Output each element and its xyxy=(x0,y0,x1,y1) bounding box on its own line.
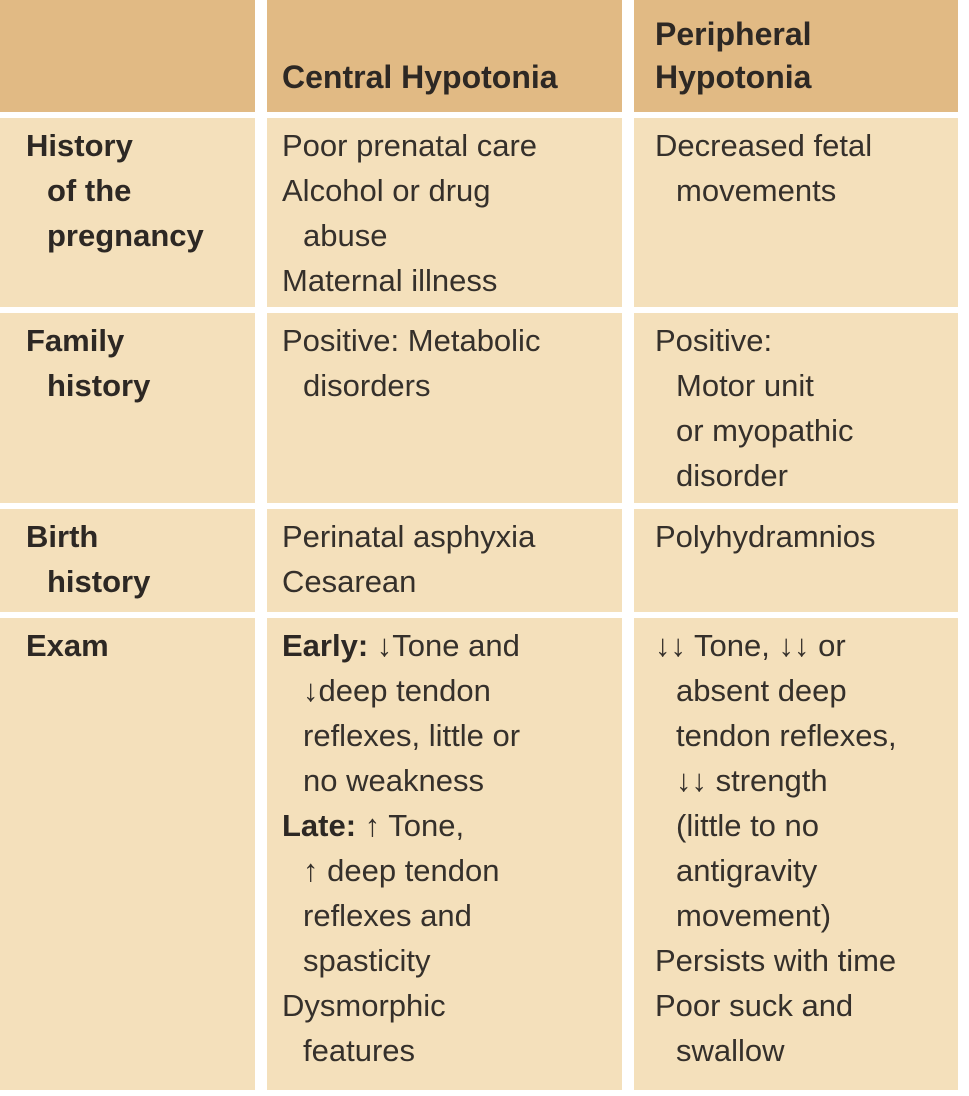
label-line: Birth xyxy=(26,519,99,554)
cell-line xyxy=(655,514,954,559)
cell-peripheral-exam xyxy=(634,618,958,1090)
header-cell-central xyxy=(267,0,622,112)
cell-text: Dysmorphic xyxy=(282,988,446,1023)
row-label-family-history xyxy=(0,313,255,503)
cell-text: or myopathic xyxy=(676,413,854,448)
cell-line xyxy=(282,213,616,258)
row-label-exam xyxy=(0,618,255,1090)
header-cell-peripheral xyxy=(634,0,958,112)
cell-text: reflexes, little or xyxy=(303,718,521,753)
cell-line xyxy=(655,123,954,168)
label-line: Family xyxy=(26,323,125,358)
cell-text: reflexes and xyxy=(303,898,472,933)
early-label: Early: xyxy=(282,628,369,663)
cell-text: Decreased fetal xyxy=(655,128,873,163)
cell-line xyxy=(282,668,616,713)
cell-text: ↓Tone and xyxy=(368,628,520,663)
label-line: History xyxy=(26,128,133,163)
cell-line xyxy=(655,168,954,213)
cell-text: movements xyxy=(676,173,837,208)
cell-text: disorder xyxy=(676,458,788,493)
cell-line xyxy=(655,713,954,758)
cell-line xyxy=(282,938,616,983)
cell-text: ↓deep tendon xyxy=(303,673,491,708)
header-cell-blank xyxy=(0,0,255,112)
label-line: of the xyxy=(47,173,132,208)
cell-line xyxy=(655,668,954,713)
cell-line xyxy=(655,363,954,408)
label-line: history xyxy=(47,564,151,599)
cell-line xyxy=(655,803,954,848)
cell-line xyxy=(655,623,954,668)
cell-line xyxy=(282,803,616,848)
cell-text: ↓↓ strength xyxy=(676,763,828,798)
cell-line xyxy=(282,1028,616,1073)
cell-text: Poor prenatal care xyxy=(282,128,538,163)
cell-text: no weakness xyxy=(303,763,484,798)
cell-line xyxy=(655,938,954,983)
cell-text: features xyxy=(303,1033,416,1068)
cell-line xyxy=(282,514,616,559)
cell-line xyxy=(655,408,954,453)
cell-text: disorders xyxy=(303,368,431,403)
cell-line xyxy=(282,559,616,604)
cell-line xyxy=(282,258,616,303)
cell-line xyxy=(655,893,954,938)
cell-line xyxy=(655,758,954,803)
cell-peripheral-family-history xyxy=(634,313,958,503)
label-line: Exam xyxy=(26,628,109,663)
cell-line xyxy=(282,318,616,363)
cell-line xyxy=(655,1028,954,1073)
cell-text: Positive: xyxy=(655,323,773,358)
cell-central-family-history xyxy=(267,313,622,503)
cell-text: Perinatal asphyxia xyxy=(282,519,536,554)
column-header-peripheral-line2: Hypotonia xyxy=(655,59,812,95)
cell-line xyxy=(282,893,616,938)
cell-central-birth-history xyxy=(267,509,622,612)
cell-text: tendon reflexes, xyxy=(676,718,897,753)
column-header-peripheral-line1: Peripheral xyxy=(655,16,812,52)
cell-text: spasticity xyxy=(303,943,431,978)
cell-text: Alcohol or drug xyxy=(282,173,491,208)
cell-line xyxy=(282,758,616,803)
cell-text: Cesarean xyxy=(282,564,417,599)
cell-text: movement) xyxy=(676,898,832,933)
cell-text: Persists with time xyxy=(655,943,897,978)
cell-peripheral-pregnancy-history xyxy=(634,118,958,307)
cell-text: ↑ Tone, xyxy=(356,808,465,843)
cell-line xyxy=(655,453,954,498)
label-line: history xyxy=(47,368,151,403)
cell-text: abuse xyxy=(303,218,388,253)
cell-line xyxy=(655,848,954,893)
row-label-birth-history xyxy=(0,509,255,612)
cell-text: Motor unit xyxy=(676,368,814,403)
cell-text: swallow xyxy=(676,1033,785,1068)
cell-line xyxy=(282,713,616,758)
cell-line xyxy=(282,623,616,668)
cell-line xyxy=(282,123,616,168)
cell-text: Polyhydramnios xyxy=(655,519,876,554)
late-label: Late: xyxy=(282,808,357,843)
cell-text: Poor suck and xyxy=(655,988,854,1023)
cell-line xyxy=(655,983,954,1028)
cell-line xyxy=(282,983,616,1028)
column-header-central: Central Hypotonia xyxy=(282,59,558,95)
cell-line xyxy=(282,168,616,213)
cell-line xyxy=(655,318,954,363)
cell-central-pregnancy-history xyxy=(267,118,622,307)
cell-line xyxy=(282,363,616,408)
cell-text: (little to no xyxy=(676,808,820,843)
cell-line xyxy=(282,848,616,893)
cell-text: ↓↓ Tone, ↓↓ or xyxy=(655,628,846,663)
cell-text: Maternal illness xyxy=(282,263,498,298)
cell-text: ↑ deep tendon xyxy=(303,853,500,888)
label-line: pregnancy xyxy=(47,218,204,253)
cell-text: antigravity xyxy=(676,853,818,888)
row-label-history-of-pregnancy xyxy=(0,118,255,307)
cell-peripheral-birth-history xyxy=(634,509,958,612)
cell-text: Positive: Metabolic xyxy=(282,323,541,358)
cell-text: absent deep xyxy=(676,673,847,708)
cell-central-exam xyxy=(267,618,622,1090)
